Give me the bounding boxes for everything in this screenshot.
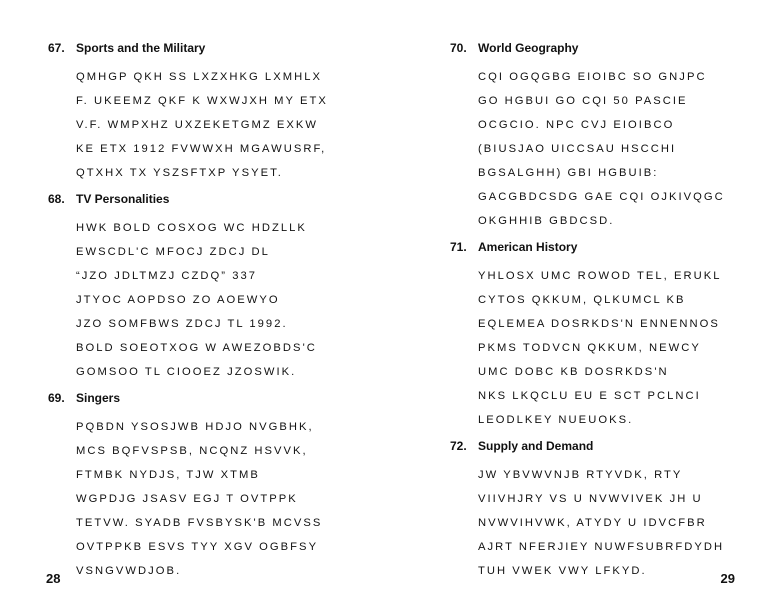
cipher-line: JW YBVWVNJB RTYVDK, RTY (478, 469, 683, 481)
puzzle-title (48, 388, 368, 408)
puzzle-title (48, 189, 368, 209)
cipher-line: TUH VWEK VWY LFKYD. (478, 565, 647, 577)
cipher-line: VSNGVWDJOB. (76, 565, 182, 577)
cipher-line: NVWVIHVWK, ATYDY U IDVCFBR (478, 517, 707, 529)
puzzle-72 (450, 436, 770, 587)
left-page (48, 38, 368, 587)
cipher-line: JZO SOMFBWS ZDCJ TL 1992. (76, 318, 288, 330)
cipher-line: HWK BOLD COSXOG WC HDZLLK (76, 222, 307, 234)
cipher-line: FTMBK NYDJS, TJW XTMB (76, 469, 260, 481)
cipher-line: GO HGBUI GO CQI 50 PASCIE (478, 95, 688, 107)
cipher-line: WGPDJG JSASV EGJ T OVTPPK (76, 493, 298, 505)
cipher-line: CQI OGQGBG EIOIBC SO GNJPC (478, 71, 707, 83)
cipher-line: BGSALGHH) GBI HGBUIB: (478, 167, 659, 179)
cipher-line: NKS LKQCLU EU E SCT PCLNCI (478, 390, 701, 402)
puzzle-title (450, 436, 770, 456)
puzzle-category: TV Personalities (76, 192, 170, 206)
cipher-line: VIIVHJRY VS U NVWVIVEK JH U (478, 493, 703, 505)
cipher-line: UMC DOBC KB DOSRKDS'N (478, 366, 669, 378)
puzzle-number: 68. (48, 192, 65, 206)
page-number-right: 29 (720, 571, 735, 586)
cipher-line: V.F. WMPXHZ UXZEKETGMZ EXKW (76, 119, 319, 131)
cipher-line: PKMS TODVCN QKKUM, NEWCY (478, 342, 701, 354)
cipher-line: KE ETX 1912 FVWWXH MGAWUSRF, (76, 143, 327, 155)
cipher-line: BOLD SOEOTXOG W AWEZOBDS'C (76, 342, 317, 354)
cipher-line: OVTPPKB ESVS TYY XGV OGBFSY (76, 541, 319, 553)
cipher-line: (BIUSJAO UICCSAU HSCCHI (478, 143, 677, 155)
cipher-line: CYTOS QKKUM, QLKUMCL KB (478, 294, 686, 306)
cipher-line: EQLEMEA DOSRKDS'N ENNENNOS (478, 318, 720, 330)
puzzle-69 (48, 388, 368, 587)
puzzle-70 (450, 38, 770, 237)
cipher-line: TETVW. SYADB FVSBYSK'B MCVSS (76, 517, 323, 529)
cipher-line: AJRT NFERJIEY NUWFSUBRFDYDH (478, 541, 725, 553)
cipher-line: OKGHHIB GBDCSD. (478, 215, 615, 227)
cipher-line: F. UKEEMZ QKF K WXWJXH MY ETX (76, 95, 328, 107)
puzzle-category: Singers (76, 391, 121, 405)
puzzle-category: American History (478, 240, 578, 254)
puzzle-title (450, 38, 770, 58)
right-page (450, 38, 770, 587)
puzzle-title (450, 237, 770, 257)
cipher-line: EWSCDL'C MFOCJ ZDCJ DL (76, 246, 270, 258)
cipher-line: PQBDN YSOSJWB HDJO NVGBHK, (76, 421, 314, 433)
cipher-line: QTXHX TX YSZSFTXP YSYET. (76, 167, 283, 179)
cipher-line: JTYOC AOPDSO ZO AOEWYO (76, 294, 280, 306)
puzzle-number: 69. (48, 391, 65, 405)
cipher-line: “JZO JDLTMZJ CZDQ” 337 (76, 270, 258, 282)
puzzle-category: Sports and the Military (76, 41, 206, 55)
cipher-line: QMHGP QKH SS LXZXHKG LXMHLX (76, 71, 323, 83)
puzzle-category: Supply and Demand (478, 439, 594, 453)
puzzle-category: World Geography (478, 41, 579, 55)
cipher-line: GACGBDCSDG GAE CQI OJKIVQGC (478, 191, 725, 203)
cipher-line: GOMSOO TL CIOOEZ JZOSWIK. (76, 366, 297, 378)
cipher-line: MCS BQFVSPSB, NCQNZ HSVVK, (76, 445, 308, 457)
puzzle-67 (48, 38, 368, 189)
page-number-left: 28 (46, 571, 61, 586)
cipher-line: YHLOSX UMC ROWOD TEL, ERUKL (478, 270, 722, 282)
puzzle-title (48, 38, 368, 58)
puzzle-68 (48, 189, 368, 388)
cipher-line: OCGCIO. NPC CVJ EIOIBCO (478, 119, 675, 131)
puzzle-number: 71. (450, 240, 467, 254)
puzzle-number: 70. (450, 41, 467, 55)
cipher-line: LEODLKEY NUEUOKS. (478, 414, 634, 426)
puzzle-number: 67. (48, 41, 65, 55)
puzzle-71 (450, 237, 770, 436)
puzzle-number: 72. (450, 439, 467, 453)
